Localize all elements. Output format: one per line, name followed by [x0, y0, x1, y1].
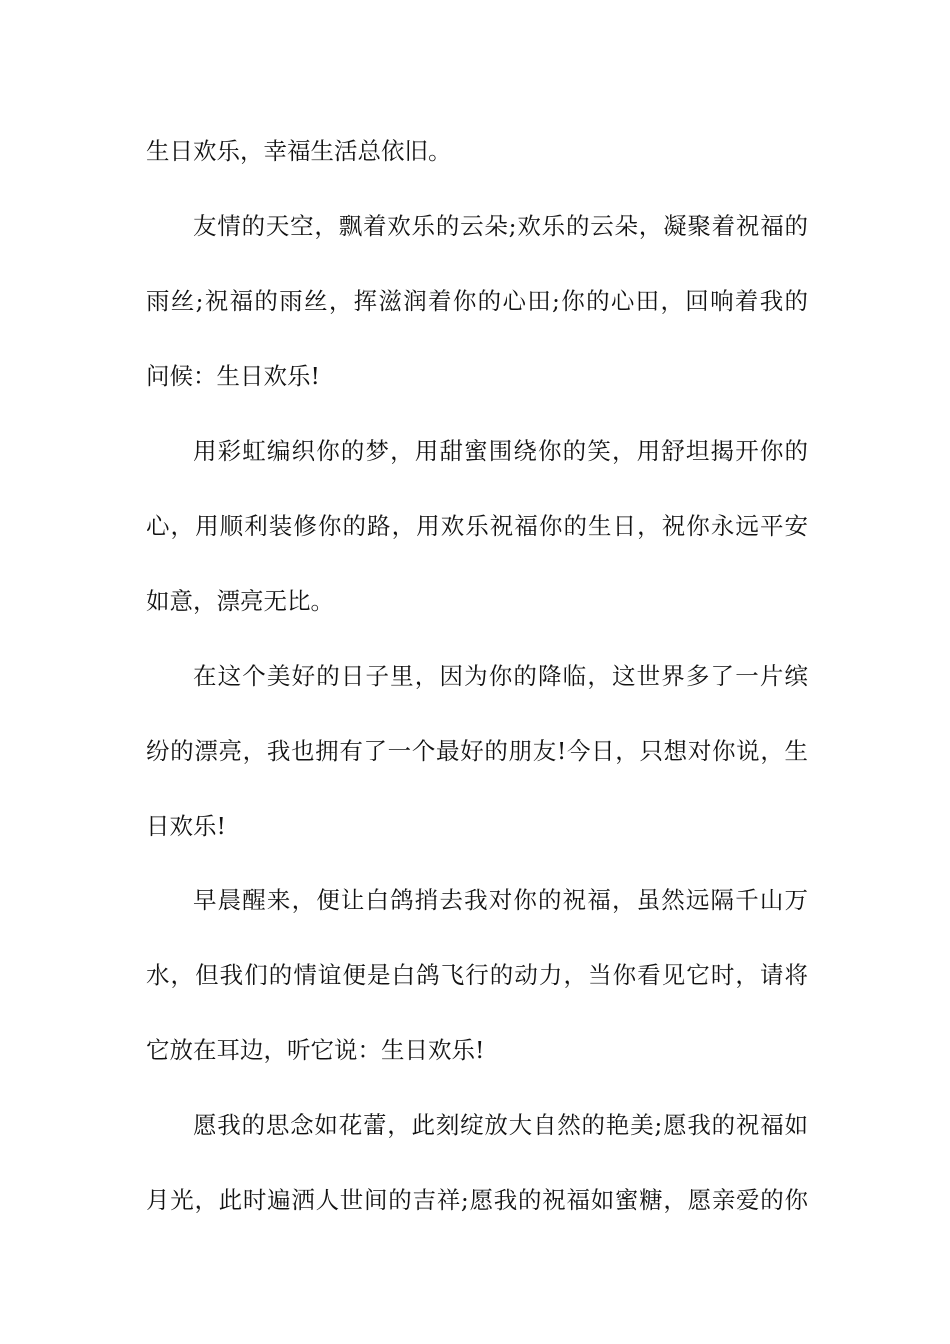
paragraph-first-line: 愿我的思念如花蕾，此刻绽放大自然的艳美;愿我的祝福如	[193, 1111, 808, 1139]
paragraph-first-line: 友情的天空，飘着欢乐的云朵;欢乐的云朵，凝聚着祝福的	[193, 212, 808, 240]
text-line: 雨丝;祝福的雨丝，挥滋润着你的心田;你的心田，回响着我的	[146, 287, 808, 315]
text-line: 心，用顺利装修你的路，用欢乐祝福你的生日，祝你永远平安	[146, 512, 808, 540]
text-line: 月光，此时遍洒人世间的吉祥;愿我的祝福如蜜糖，愿亲爱的你	[146, 1186, 808, 1214]
text-line: 日欢乐!	[146, 812, 226, 840]
text-line: 它放在耳边，听它说：生日欢乐!	[146, 1036, 485, 1064]
text-line: 如意，漂亮无比。	[146, 587, 334, 615]
paragraph-first-line: 用彩虹编织你的梦，用甜蜜围绕你的笑，用舒坦揭开你的	[193, 437, 808, 465]
text-line: 纷的漂亮，我也拥有了一个最好的朋友!今日，只想对你说，生	[146, 737, 808, 765]
paragraph-first-line: 早晨醒来，便让白鸽捎去我对你的祝福，虽然远隔千山万	[193, 886, 808, 914]
paragraph-first-line: 在这个美好的日子里，因为你的降临，这世界多了一片缤	[193, 662, 808, 690]
text-line: 生日欢乐，幸福生活总依旧。	[146, 137, 452, 165]
text-line: 水，但我们的情谊便是白鸽飞行的动力，当你看见它时，请将	[146, 961, 808, 989]
text-line: 问候：生日欢乐!	[146, 362, 320, 390]
